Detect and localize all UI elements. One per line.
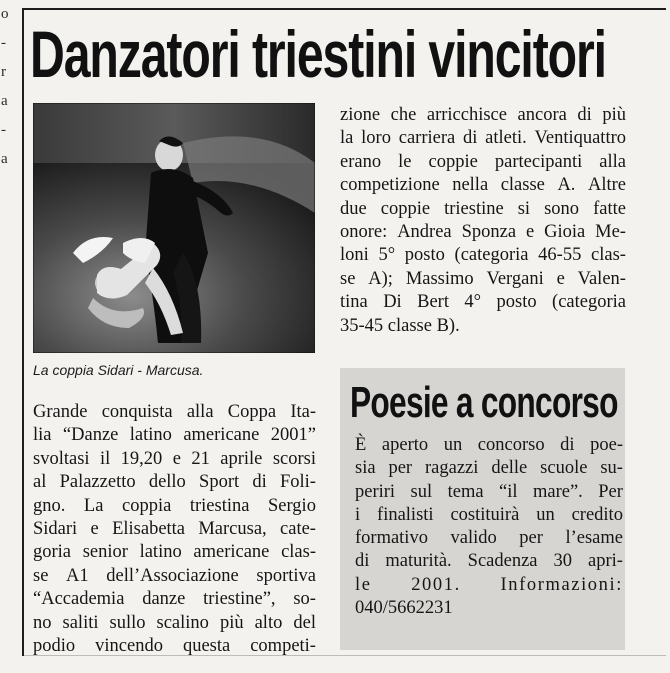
- article-line: zione che arricchisce ancora di più: [340, 105, 626, 125]
- article-line: Grande conquista alla Coppa Ita-: [33, 402, 316, 422]
- poesie-line: 040/5662231: [355, 598, 453, 619]
- article-line: due coppie triestine si sono fatte: [340, 198, 626, 219]
- article-line: 35-45 classe B).: [340, 315, 460, 336]
- fragment-line: a: [1, 93, 8, 109]
- fragment-line: a: [1, 151, 8, 167]
- dancers-image-icon: [33, 103, 315, 353]
- article-line: la loro carriera di atleti. Ventiquattro: [340, 128, 626, 149]
- article-line: se A1 dell’Associazione sportiva: [33, 565, 316, 586]
- article-line: “Accademia danze triestine”, so-: [33, 589, 316, 610]
- dancing-couple-photo: [33, 103, 315, 353]
- article-line: gno. La coppia triestina Sergio: [33, 495, 316, 516]
- fragment-line: -: [1, 122, 6, 138]
- article-line: al Palazzetto dello Sport di Foli-: [33, 472, 316, 493]
- article-body-right: [340, 104, 626, 338]
- fragment-line: r: [1, 64, 6, 80]
- article-line: Sidari e Elisabetta Marcusa, cate-: [33, 519, 316, 540]
- article-line: lia “Danze latino americane 2001”: [33, 425, 316, 446]
- article-line: podio vincendo questa competi-: [33, 636, 316, 657]
- poesie-title: Poesie a concorso: [350, 378, 618, 427]
- article-line: tina Di Bert 4° posto (categoria: [340, 292, 626, 313]
- headline: Danzatori triestini vincitori: [30, 17, 606, 91]
- article-line: erano le coppie partecipanti alla: [340, 151, 626, 172]
- article-line: loni 5° posto (categoria 46-55 clas-: [340, 245, 626, 266]
- previous-article-fragment: [1, 0, 21, 174]
- poesie-body: [355, 434, 623, 620]
- poesie-line: i finalisti costituirà un credito: [355, 504, 623, 525]
- article-line: onore: Andrea Sponza e Gioia Me-: [340, 222, 626, 243]
- poesie-box: [340, 368, 625, 650]
- article-body-left: [33, 401, 316, 658]
- article-line: se A); Massimo Vergani e Valen-: [340, 268, 626, 289]
- article-line: competizione nella classe A. Altre: [340, 175, 626, 196]
- photo-caption: La coppia Sidari - Marcusa.: [33, 362, 204, 378]
- column-divider: [22, 8, 24, 656]
- article-line: svoltasi il 19,20 e 21 aprile scorsi: [33, 448, 316, 469]
- article-line: goria senior latino americane clas-: [33, 542, 316, 563]
- fragment-line: o: [1, 6, 9, 22]
- fragment-line: -: [1, 35, 6, 51]
- poesie-line: periri sul tema “il mare”. Per: [355, 481, 623, 502]
- poesie-line: le 2001. Informazioni:: [355, 574, 623, 595]
- poesie-line: sia per ragazzi delle scuole su-: [355, 458, 623, 479]
- poesie-line: di maturità. Scadenza 30 apri-: [355, 551, 623, 572]
- poesie-line: formativo valido per l’esame: [355, 528, 623, 549]
- poesie-line: È aperto un concorso di poe-: [355, 435, 623, 455]
- article-line: no saliti sullo scalino più alto del: [33, 612, 316, 633]
- top-divider: [24, 8, 666, 10]
